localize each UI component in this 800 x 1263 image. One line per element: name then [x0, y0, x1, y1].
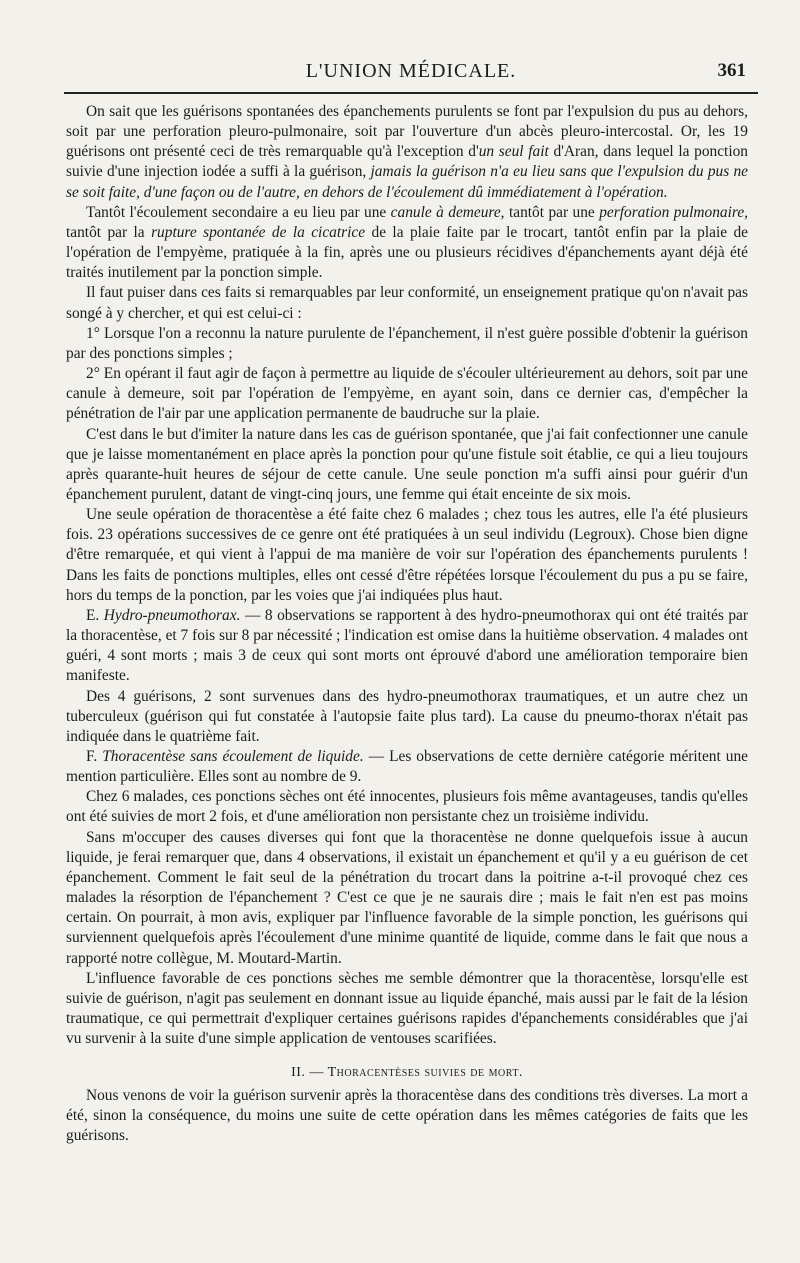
paragraph: 1° Lorsque l'on a reconnu la nature purulente de l'épanchement, il n'est guère possible d'obtenir la guérison par des ponctions simples ;: [66, 324, 748, 362]
paragraph: C'est dans le but d'imiter la nature dans les cas de guérison spontanée, que j'ai fait confectionner une canule que je laisse momentanément en place après la ponction pour qu'une fistule soit établie, ce qui a lieu toujours après quarante-huit heures de séjour de cette canule. Une seule ponction m'a suffi ainsi pour guérir d'un épanchement purulent, datant de vingt-cinq jours, une femme qui était enceinte de six mois.: [66, 425, 748, 503]
paragraph: F. Thoracentèse sans écoulement de liquide. — Les observations de cette dernière catégorie méritent une mention particulière. Elles sont au nombre de 9.: [66, 748, 748, 786]
page-number: 361: [717, 60, 746, 81]
paragraph: Des 4 guérisons, 2 sont survenues dans des hydro-pneumothorax traumatiques, et un autre chez un tuberculeux (guérison qui fut constatée à l'autopsie faite plus tard). La cause du pneumo-thorax n'était pas indiquée dans le quatrième fait.: [66, 687, 748, 745]
paragraph: Chez 6 malades, ces ponctions sèches ont été innocentes, plusieurs fois même avantageuses, tandis qu'elles ont été suivies de mort 2 fois, et d'une amélioration non persistante chez un troisième individu.: [66, 788, 748, 826]
paragraph: Une seule opération de thoracentèse a été faite chez 6 malades ; chez tous les autres, elle l'a été plusieurs fois. 23 opérations successives de ce genre ont été pratiquées à un seul individu (Legroux). Chose bien digne d'être remarquée, et qui vient à l'appui de ma manière de voir sur l'opération des épanchements purulents ! Dans les faits de ponctions multiples, elles ont cessé d'être répétées lorsque l'écoulement du pus a pu se faire, hors du temps de la ponction, par les voies que j'ai indiquées plus haut.: [66, 506, 748, 604]
article-body: [66, 102, 748, 1146]
paragraph: Tantôt l'écoulement secondaire a eu lieu par une canule à demeure, tantôt par une perforation pulmonaire, tantôt par la rupture spontanée de la cicatrice de la plaie faite par le trocart, tantôt enfin par la plaie de l'opération de l'empyème, pratiquée à la fin, après une ou plusieurs récidives d'épanchements ayant déjà été traités inutilement par la ponction simple.: [66, 203, 748, 282]
paragraph: Sans m'occuper des causes diverses qui font que la thoracentèse ne donne quelquefois issue à aucun liquide, je ferai remarquer que, dans 4 observations, il existait un épanchement et qu'il y a eu guérison de cet épanchement. Comment le fait seul de la pénétration du trocart dans la poitrine a-t-il provoqué chez ces malades la résorption de l'épanchement ? C'est ce que je ne saurais dire ; mais le fait n'en est pas moins certain. On pourrait, à mon avis, expliquer par l'influence favorable de la simple ponction, les guérisons qui surviennent quelquefois après l'écoulement d'une minime quantité de liquide, comme dans le fait que nous a rapporté notre collègue, M. Moutard-Martin.: [66, 828, 748, 967]
paragraph: 2° En opérant il faut agir de façon à permettre au liquide de s'écouler ultérieurement au dehors, soit par une canule à demeure, soit par l'opération de l'empyème, en ayant soin, dans ce dernier cas, d'empêcher la pénétration de l'air par une application permanente de baudruche sur la plaie.: [66, 365, 748, 423]
paragraph: Nous venons de voir la guérison survenir après la thoracentèse dans des conditions très diverses. La mort a été, sinon la conséquence, du moins une suite de cette opération dans les mêmes catégories de faits que les guérisons.: [66, 1086, 748, 1144]
page-header: [64, 56, 758, 92]
header-rule: [64, 92, 758, 94]
paragraph: On sait que les guérisons spontanées des épanchements purulents se font par l'expulsion du pus au dehors, soit par une perforation pleuro-pulmonaire, soit par l'ouverture d'un abcès pleuro-intercostal. Or, les 19 guérisons ont présenté ceci de très remarquable qu'à l'exception d'un seul fait d'Aran, dans lequel la ponction suivie d'une injection iodée a suffi à la guérison, jamais la guérison n'a eu lieu sans que l'expulsion du pus ne se soit faite, d'une façon ou de l'autre, en dehors de l'écoulement dû immédiatement à l'opération.: [66, 103, 748, 201]
running-title: L'UNION MÉDICALE.: [305, 60, 517, 82]
paragraph: Il faut puiser dans ces faits si remarquables par leur conformité, un enseignement pratique qu'on n'avait pas songé à y chercher, et qui est celui-ci :: [66, 284, 748, 322]
section-title: II. — Thoracentèses suivies de mort.: [291, 1065, 523, 1081]
paragraph: L'influence favorable de ces ponctions sèches me semble démontrer que la thoracentèse, lorsqu'elle est suivie de guérison, n'agit pas seulement en donnant issue au liquide épanché, mais aussi par le fait de la lésion traumatique, ce qui permettrait d'expliquer certaines guérisons rapides d'épanchements considérables que j'ai vu survenir à la suite d'une simple application de ventouses scarifiées.: [66, 969, 748, 1048]
paragraph: E. Hydro-pneumothorax. — 8 observations se rapportent à des hydro-pneumothorax qui ont été traités par la thoracentèse, et 7 fois sur 8 par nécessité ; l'indication est omise dans la huitième observation. 4 malades ont guéri, 4 sont morts ; mais 3 de ceux qui sont morts ont éprouvé d'abord une amélioration temporaire bien manifeste.: [66, 606, 748, 685]
